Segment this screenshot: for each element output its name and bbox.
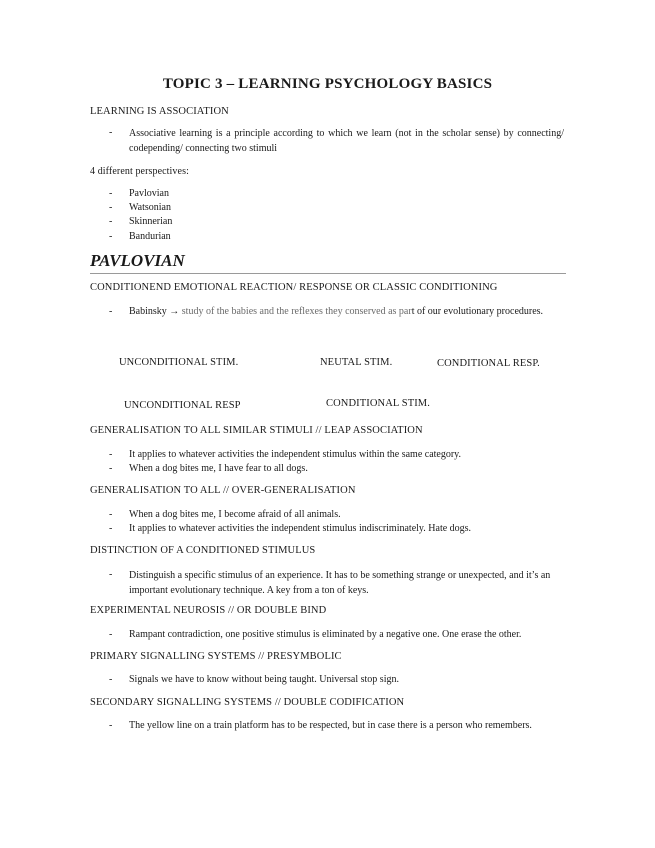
section-heading-experimental-neurosis: EXPERIMENTAL NEUROSIS // OR DOUBLE BIND	[90, 605, 327, 616]
babinsky-description: study of the babies and the reflexes they conserved as par	[181, 306, 412, 317]
bullet-dash: -	[109, 202, 113, 213]
list-item: Rampant contradiction, one positive stimulus is eliminated by a negative one. One erase the other.	[129, 629, 522, 640]
babinsky-name: Babinsky	[129, 306, 167, 317]
diagram-label-unconditional-resp: UNCONDITIONAL RESP	[124, 400, 241, 411]
subheading-classic-conditioning: CONDITIONEND EMOTIONAL REACTION/ RESPONSE OR CLASSIC CONDITIONING	[90, 282, 498, 293]
paragraph-associative-learning: Associative learning is a principle according to which we learn (not in the scholar sense) by connecting/ codepending/ connecting two stimuli	[129, 128, 564, 154]
paragraph-distinction: Distinguish a specific stimulus of an experience. It has to be something strange or unexpected, and it’s an important evolutionary technique. A key from a ton of keys.	[129, 570, 551, 596]
list-item: Signals we have to know without being taught. Universal stop sign.	[129, 674, 399, 685]
section-heading-learning: LEARNING IS ASSOCIATION	[90, 106, 229, 117]
diagram-label-neutal-stim: NEUTAL STIM.	[320, 357, 393, 368]
bullet-dash: -	[109, 449, 113, 460]
diagram-label-conditional-stim: CONDITIONAL STIM.	[326, 398, 430, 409]
list-item-perspective: Bandurian	[129, 231, 171, 242]
bullet-dash: -	[109, 127, 113, 138]
bullet-dash: -	[109, 509, 113, 520]
bullet-dash: -	[109, 569, 113, 580]
bullet-dash: -	[109, 306, 113, 317]
bullet-dash: -	[109, 188, 113, 199]
perspectives-label: 4 different perspectives:	[90, 166, 189, 177]
list-item-perspective: Watsonian	[129, 202, 171, 213]
babinsky-description-end: t of our evolutionary procedures.	[411, 306, 544, 317]
section-heading-generalisation-similar: GENERALISATION TO ALL SIMILAR STIMULI // LEAP ASSOCIATION	[90, 425, 423, 436]
diagram-label-conditional-resp: CONDITIONAL RESP.	[437, 358, 540, 369]
heading-divider	[90, 273, 566, 274]
diagram-label-unconditional-stim: UNCONDITIONAL STIM.	[119, 357, 239, 368]
bullet-dash: -	[109, 720, 113, 731]
babinsky-line	[129, 306, 543, 317]
section-heading-generalisation-all: GENERALISATION TO ALL // OVER-GENERALISATION	[90, 485, 356, 496]
list-item: When a dog bites me, I have fear to all dogs.	[129, 463, 308, 474]
list-item: It applies to whatever activities the independent stimulus indiscriminately. Hate dogs.	[129, 523, 472, 534]
list-item-perspective: Pavlovian	[129, 188, 169, 199]
bullet-dash: -	[109, 463, 113, 474]
section-heading-pavlovian: PAVLOVIAN	[90, 251, 185, 270]
bullet-dash: -	[109, 523, 113, 534]
list-item: When a dog bites me, I become afraid of all animals.	[129, 509, 341, 520]
list-item-perspective: Skinnerian	[129, 216, 173, 227]
section-heading-distinction: DISTINCTION OF A CONDITIONED STIMULUS	[90, 545, 316, 556]
bullet-dash: -	[109, 629, 113, 640]
list-item: The yellow line on a train platform has to be respected, but in case there is a person who remembers.	[129, 720, 532, 731]
bullet-dash: -	[109, 231, 113, 242]
section-heading-secondary-signalling: SECONDARY SIGNALLING SYSTEMS // DOUBLE CODIFICATION	[90, 697, 405, 708]
bullet-dash: -	[109, 216, 113, 227]
page-title: TOPIC 3 – LEARNING PSYCHOLOGY BASICS	[162, 76, 493, 92]
section-heading-primary-signalling: PRIMARY SIGNALLING SYSTEMS // PRESYMBOLIC	[90, 651, 342, 662]
arrow-right-icon: →	[169, 306, 180, 317]
list-item: It applies to whatever activities the independent stimulus within the same category.	[129, 449, 462, 460]
bullet-dash: -	[109, 674, 113, 685]
